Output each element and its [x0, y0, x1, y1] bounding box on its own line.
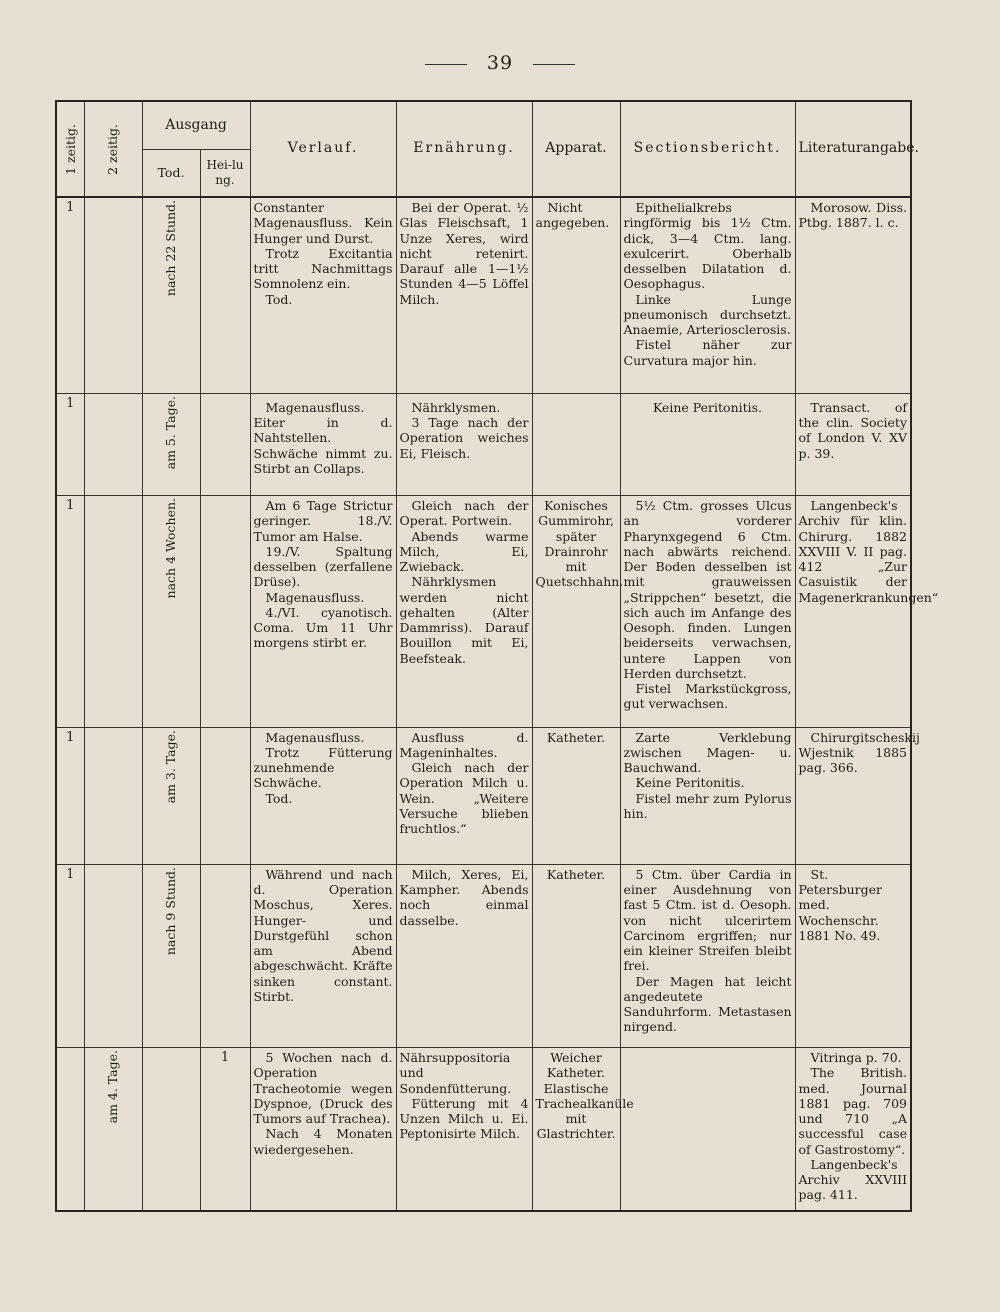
cell-tod — [142, 1048, 200, 1211]
cell-literaturangabe: Morosow. Diss. Ptbg. 1887. l. c. — [795, 197, 911, 393]
cell-sectionsbericht: Zarte Verklebung zwischen Magen- u. Bauchwand. Keine Peritonitis. Fistel mehr zum Pylorus hin. — [620, 727, 795, 864]
header-tod: Tod. — [142, 149, 200, 197]
page-number-text: 39 — [486, 52, 514, 74]
cell-sectionsbericht: Epithelialkrebs ringförmig bis 1½ Ctm. dick, 3—4 Ctm. lang. exulcerirt. Oberhalb desselben Dilatation d. Oesophagus. Linke Lunge pneumonisch durchsetzt. Anaemie, Arteriosclerosis. Fistel näher zur Curvatura major hin. — [620, 197, 795, 393]
cell-literaturangabe: Transact. of the clin. Society of London V. XV p. 39. — [795, 393, 911, 495]
cell-apparat: Katheter. — [532, 727, 620, 864]
cell-tod: nach 22 Stund. — [142, 197, 200, 393]
cell-apparat: Katheter. — [532, 864, 620, 1047]
cell-2-zeitig — [84, 393, 142, 495]
cell-verlauf: Magenausfluss. Trotz Fütterung zunehmende Schwäche. Tod. — [250, 727, 396, 864]
table-row — [56, 496, 911, 727]
header-1-zeitig: 1 zeitig. — [56, 101, 84, 197]
cell-ernaehrung: Ausfluss d. Mageninhaltes. Gleich nach der Operation Milch u. Wein. „Weitere Versuche blieben fruchtlos.“ — [396, 727, 532, 864]
cell-heilung: 1 — [200, 1048, 250, 1211]
cell-heilung — [200, 197, 250, 393]
cell-ernaehrung: Gleich nach der Operat. Portwein. Abends warme Milch, Ei, Zwieback. Nährklysmen werden nicht gehalten (Alter Dammriss). Darauf Bouillon mit Ei, Beefsteak. — [396, 496, 532, 727]
cell-tod: nach 4 Wochen. — [142, 496, 200, 727]
header-apparat: Apparat. — [532, 101, 620, 197]
page-number-rule-left — [425, 64, 467, 65]
cell-ernaehrung: Nährsuppositoria und Sondenfütterung. Fütterung mit 4 Unzen Milch u. Ei. Peptonisirte Milch. — [396, 1048, 532, 1211]
header-literaturangabe: Literaturangabe. — [795, 101, 911, 197]
cell-verlauf: Magenausfluss. Eiter in d. Nahtstellen. Schwäche nimmt zu. Stirbt an Collaps. — [250, 393, 396, 495]
header-sectionsbericht: Sectionsbericht. — [620, 101, 795, 197]
cell-1-zeitig — [56, 1048, 84, 1211]
cell-ernaehrung: Bei der Operat. ½ Glas Fleischsaft, 1 Unze Xeres, wird nicht retenirt. Darauf alle 1—1½ Stunden 4—5 Löffel Milch. — [396, 197, 532, 393]
cell-apparat: Weicher Katheter. Elastische Trachealkanüle mit Glastrichter. — [532, 1048, 620, 1211]
cell-literaturangabe: St. Petersburger med. Wochenschr. 1881 No. 49. — [795, 864, 911, 1047]
cell-1-zeitig: 1 — [56, 727, 84, 864]
cell-literaturangabe: Langenbeck's Archiv für klin. Chirurg. 1882 XXVIII V. II pag. 412 „Zur Casuistik der Magenerkrankungen“ — [795, 496, 911, 727]
cell-verlauf: Während und nach d. Operation Moschus, Xeres. Hunger- und Durstgefühl schon am Abend abgeschwächt. Kräfte sinken constant. Stirbt. — [250, 864, 396, 1047]
header-2-zeitig: 2 zeitig. — [84, 101, 142, 197]
cell-sectionsbericht: 5 Ctm. über Cardia in einer Ausdehnung von fast 5 Ctm. ist d. Oesoph. von nicht ulcerirtem Carcinom ergriffen; nur ein kleiner Streifen bleibt frei. Der Magen hat leicht angedeutete Sanduhrform. Metastasen nirgend. — [620, 864, 795, 1047]
cell-tod: am 3. Tage. — [142, 727, 200, 864]
cell-tod: am 5. Tage. — [142, 393, 200, 495]
page-number — [0, 52, 1000, 74]
cell-heilung — [200, 864, 250, 1047]
cell-2-zeitig — [84, 496, 142, 727]
case-table — [55, 100, 939, 1212]
cell-sectionsbericht — [620, 1048, 795, 1211]
cell-sectionsbericht: 5½ Ctm. grosses Ulcus an vorderer Pharynxgegend 6 Ctm. nach abwärts reichend. Der Boden desselben ist mit grauweissen „Strippchen“ besetzt, die sich auch im Anfange des Oesoph. finden. Lungen beiderseits verwachsen, untere Lappen von Herden durchsetzt. Fistel Markstückgross, gut verwachsen. — [620, 496, 795, 727]
cell-1-zeitig: 1 — [56, 864, 84, 1047]
table-row — [56, 864, 911, 1047]
cell-verlauf: Am 6 Tage Strictur geringer. 18./V. Tumor am Halse. 19./V. Spaltung desselben (zerfallene Drüse). Magenausfluss. 4./VI. cyanotisch. Coma. Um 11 Uhr morgens stirbt er. — [250, 496, 396, 727]
cell-apparat — [532, 393, 620, 495]
cell-1-zeitig: 1 — [56, 393, 84, 495]
cell-apparat: Nicht angegeben. — [532, 197, 620, 393]
header-ausgang: Ausgang — [142, 101, 250, 149]
cell-2-zeitig — [84, 197, 142, 393]
header-ernaehrung: Ernährung. — [396, 101, 532, 197]
header-verlauf: Verlauf. — [250, 101, 396, 197]
cell-1-zeitig: 1 — [56, 197, 84, 393]
cell-sectionsbericht: Keine Peritonitis. — [620, 393, 795, 495]
cell-2-zeitig — [84, 864, 142, 1047]
cell-heilung — [200, 496, 250, 727]
cell-apparat: Konisches Gummirohr, später Drainrohr mit Quetschhahn. — [532, 496, 620, 727]
table-row — [56, 197, 911, 393]
cell-heilung — [200, 393, 250, 495]
table-row — [56, 1048, 911, 1211]
cell-heilung — [200, 727, 250, 864]
table-row — [56, 727, 911, 864]
cell-ernaehrung: Milch, Xeres, Ei, Kampher. Abends noch einmal dasselbe. — [396, 864, 532, 1047]
page-number-rule-right — [533, 64, 575, 65]
table-header — [56, 101, 919, 197]
header-heilung: Hei-lung. — [200, 149, 250, 197]
cell-literaturangabe: Vitringa p. 70. The British. med. Journal 1881 pag. 709 und 710 „A successful case of Gastrostomy“. Langenbeck's Archiv XXVIII pag. 411. — [795, 1048, 911, 1211]
cell-2-zeitig — [84, 727, 142, 864]
table-row — [56, 393, 911, 495]
cell-verlauf: Constanter Magenausfluss. Kein Hunger und Durst. Trotz Excitantia tritt Nachmittags Somnolenz ein. Tod. — [250, 197, 396, 393]
cell-tod: nach 9 Stund. — [142, 864, 200, 1047]
cell-literaturangabe: Chirurgitscheskij Wjestnik 1885 pag. 366. — [795, 727, 911, 864]
cell-1-zeitig: 1 — [56, 496, 84, 727]
cell-2-zeitig: am 4. Tage. — [84, 1048, 142, 1211]
cell-ernaehrung: Nährklysmen. 3 Tage nach der Operation weiches Ei, Fleisch. — [396, 393, 532, 495]
cell-verlauf: 5 Wochen nach d. Operation Tracheotomie wegen Dyspnoe, (Druck des Tumors auf Trachea). Nach 4 Monaten wiedergesehen. — [250, 1048, 396, 1211]
